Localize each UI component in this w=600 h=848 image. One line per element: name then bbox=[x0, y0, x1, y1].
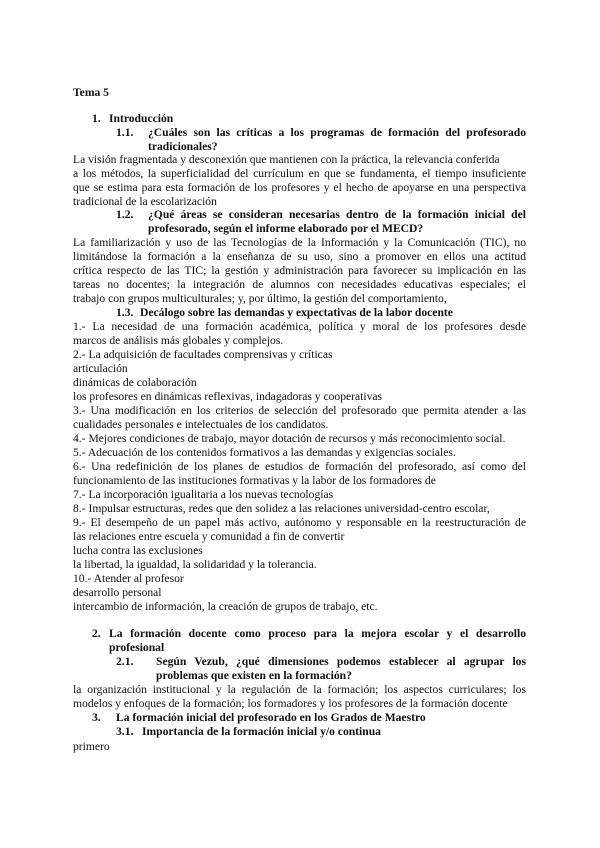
paragraph-line: La familiarización y uso de las Tecnologías de la Información y la Comunicación (TIC), no bbox=[73, 236, 526, 249]
section-3-1-number: 3.1. bbox=[116, 725, 134, 738]
list-line: la libertad, la igualdad, la solidaridad y la tolerancia. bbox=[73, 558, 317, 571]
paragraph-line: tradicional de la escolarización bbox=[73, 195, 217, 208]
list-line: cualidades personales e intelectuales de los candidatos. bbox=[73, 418, 329, 431]
section-3-number: 3. bbox=[92, 711, 101, 724]
section-2-number: 2. bbox=[92, 627, 101, 640]
list-line: intercambio de información, la creación de grupos de trabajo, etc. bbox=[73, 600, 378, 613]
list-line: 8.- Impulsar estructuras, redes que den solidez a las relaciones universidad-centro escolar, bbox=[73, 502, 490, 515]
topic-title: Tema 5 bbox=[73, 86, 109, 99]
section-1-2-number: 1.2. bbox=[116, 208, 134, 221]
list-line: 6.- Una redefinición de los planes de estudios de formación del profesorado, así como del bbox=[73, 460, 526, 473]
list-line: 5.- Adecuación de los contenidos formativos a las demandas y exigencias sociales. bbox=[73, 446, 456, 459]
paragraph-line: La visión fragmentada y desconexión que mantienen con la práctica, la relevancia conferida bbox=[73, 153, 500, 166]
section-1-2-title-line-2: profesorado, según el informe elaborado por el MECD? bbox=[148, 222, 424, 235]
paragraph-line: la organización institucional y la regulación de la formación; los aspectos curriculares; los bbox=[73, 683, 526, 696]
list-line: 4.- Mejores condiciones de trabajo, mayor dotación de recursos y más reconocimiento social. bbox=[73, 432, 506, 445]
section-2-1-title-line-1: Según Vezub, ¿qué dimensiones podemos establecer al agrupar los bbox=[156, 655, 526, 668]
section-1-3-title: Decálogo sobre las demandas y expectativas de la labor docente bbox=[140, 306, 453, 319]
list-line: funcionamiento de las instituciones formativas y la labor de los formadores de bbox=[73, 474, 436, 487]
section-1-3-number: 1.3. bbox=[116, 306, 134, 319]
paragraph-line: crítica respecto de las TIC; la gestión y administración para favorecer su implicación en las bbox=[73, 264, 526, 277]
section-3-1-title: Importancia de la formación inicial y/o continua bbox=[142, 725, 381, 738]
paragraph-line: modelos y enfoques de la formación; los formadores y los profesores de la formación docente bbox=[73, 697, 508, 710]
list-line: articulación bbox=[73, 362, 128, 375]
section-3-title: La formación inicial del profesorado en los Grados de Maestro bbox=[116, 711, 426, 724]
list-line: dinámicas de colaboración bbox=[73, 376, 197, 389]
section-1-1-number: 1.1. bbox=[116, 126, 134, 139]
paragraph-line: a los métodos, la superficialidad del currículum en que se fundamenta, el tiempo insuficiente bbox=[73, 167, 526, 180]
list-line: 10.- Atender al profesor bbox=[73, 572, 184, 585]
list-line: 9.- El desempeño de un papel más activo, autónomo y responsable en la reestructuración de bbox=[73, 516, 526, 529]
section-1-title: Introducción bbox=[109, 112, 174, 125]
paragraph-line: limitándose la formación a la enseñanza de su uso, sino a promover en ellos una actitud bbox=[73, 250, 526, 263]
section-2-title-line-2: profesional bbox=[109, 641, 165, 654]
section-2-1-title-line-2: problemas que existen en la formación? bbox=[156, 669, 352, 682]
list-line: 2.- La adquisición de facultades comprensivas y críticas bbox=[73, 348, 333, 361]
list-line: marcos de análisis más globales y complejos. bbox=[73, 334, 284, 347]
paragraph-line: trabajo con grupos multiculturales; y, por último, la gestión del comportamiento, bbox=[73, 292, 447, 305]
section-2-title-line-1: La formación docente como proceso para la mejora escolar y el desarrollo bbox=[109, 627, 526, 640]
section-2-1-number: 2.1. bbox=[116, 655, 134, 668]
paragraph-line: tareas no docentes; la integración de alumnos con necesidades educativas especiales; el bbox=[73, 278, 526, 291]
list-line: 7.- La incorporación igualitaria a los nuevas tecnologías bbox=[73, 488, 334, 501]
list-line: 1.- La necesidad de una formación académica, política y moral de los profesores desde bbox=[73, 320, 526, 333]
paragraph-line: primero bbox=[73, 740, 110, 753]
list-line: los profesores en dinámicas reflexivas, indagadoras y cooperativas bbox=[73, 390, 383, 403]
list-line: lucha contra las exclusiones bbox=[73, 544, 203, 557]
list-line: desarrollo personal bbox=[73, 586, 162, 599]
list-line: las relaciones entre escuela y comunidad a fin de convertir bbox=[73, 530, 345, 543]
section-1-1-title-line-2: tradicionales? bbox=[148, 140, 218, 153]
section-1-number: 1. bbox=[92, 112, 101, 125]
list-line: 3.- Una modificación en los criterios de selección del profesorado que permita atender a las bbox=[73, 404, 526, 417]
paragraph-line: que se estima para esta formación de los profesores y el hecho de apoyarse en una perspectiva bbox=[73, 181, 526, 194]
section-1-2-title-line-1: ¿Qué áreas se consideran necesarias dentro de la formación inicial del bbox=[148, 208, 526, 221]
section-1-1-title-line-1: ¿Cuáles son las críticas a los programas de formación del profesorado bbox=[148, 126, 526, 139]
